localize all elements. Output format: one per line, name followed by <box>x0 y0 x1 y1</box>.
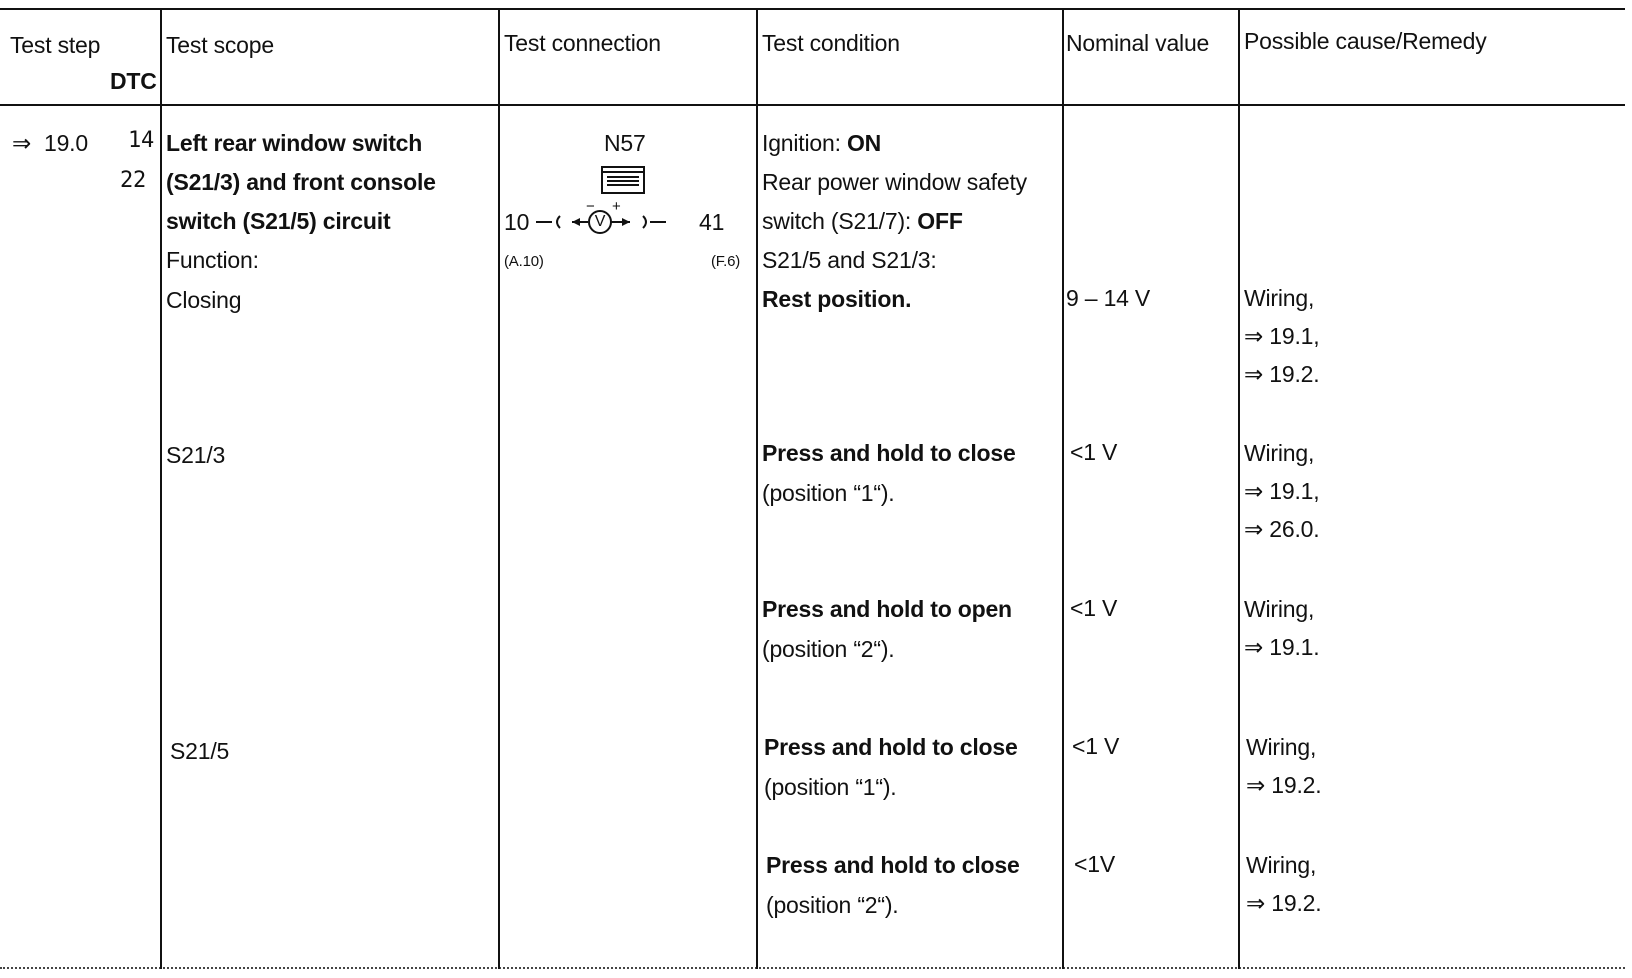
header-dtc: DTC <box>110 68 157 94</box>
column-divider-4 <box>1062 9 1064 969</box>
header-rule <box>0 104 1625 106</box>
condition-safety-line-1: Rear power window safety <box>762 169 1027 195</box>
remedy-rest-line-1: Wiring, <box>1244 285 1315 311</box>
remedy-rest-line-3: ⇒ 19.2. <box>1244 361 1320 387</box>
remedy-row3-line-1: Wiring, <box>1246 734 1317 760</box>
nominal-rest: 9 – 14 V <box>1066 285 1151 311</box>
step-arrow: ⇒ <box>12 130 32 156</box>
header-test-step: Test step <box>10 32 101 58</box>
scope-title-line-1: Left rear window switch <box>166 130 423 156</box>
remedy-row1-line-2: ⇒ 19.1, <box>1244 478 1320 504</box>
step-number: 19.0 <box>44 130 88 156</box>
remedy-row4-line-2: ⇒ 19.2. <box>1246 890 1322 916</box>
column-divider-3 <box>756 9 758 969</box>
meter-minus: − <box>586 198 595 215</box>
remedy-row1-line-3: ⇒ 26.0. <box>1244 516 1320 542</box>
ref-left: (A.10) <box>504 253 544 270</box>
meter-plus: + <box>612 198 621 215</box>
module-label: N57 <box>604 130 646 156</box>
bottom-rule <box>0 967 1625 969</box>
top-rule <box>0 8 1625 10</box>
scope-function-label: Function: <box>166 247 259 273</box>
scope-sub-s21-3: S21/3 <box>166 442 226 468</box>
nominal-row3: <1 V <box>1072 733 1120 759</box>
header-nominal-value: Nominal value <box>1066 30 1210 56</box>
header-test-condition: Test condition <box>762 30 900 56</box>
scope-title-line-3: switch (S21/5) circuit <box>166 208 391 234</box>
nominal-row4: <1V <box>1074 851 1115 877</box>
remedy-row2-line-1: Wiring, <box>1244 596 1315 622</box>
remedy-row1-line-1: Wiring, <box>1244 440 1315 466</box>
condition-row2-action: Press and hold to open <box>762 596 1012 622</box>
remedy-row3-line-2: ⇒ 19.2. <box>1246 772 1322 798</box>
condition-ignition: Ignition: ON <box>762 130 882 156</box>
condition-row1-position: (position “1“). <box>762 480 895 506</box>
nominal-row1: <1 V <box>1070 439 1118 465</box>
condition-row4-action: Press and hold to close <box>766 852 1020 878</box>
condition-rest: Rest position. <box>762 286 912 312</box>
remedy-rest-line-2: ⇒ 19.1, <box>1244 323 1320 349</box>
dtc-code-1: 14 <box>128 128 155 153</box>
column-divider-5 <box>1238 9 1240 969</box>
condition-row3-position: (position “1“). <box>764 774 897 800</box>
header-test-connection: Test connection <box>504 30 661 56</box>
scope-sub-s21-5: S21/5 <box>170 738 230 764</box>
condition-row4-position: (position “2“). <box>766 892 899 918</box>
scope-title-line-2: (S21/3) and front console <box>166 169 436 195</box>
pin-left: 10 <box>504 209 530 235</box>
condition-row3-action: Press and hold to close <box>764 734 1018 760</box>
remedy-row2-line-2: ⇒ 19.1. <box>1244 634 1320 660</box>
column-divider-1 <box>160 9 162 969</box>
dtc-code-2: 22 <box>120 168 147 193</box>
condition-safety-line-2: switch (S21/7): OFF <box>762 208 963 234</box>
control-module-icon <box>601 166 645 194</box>
header-remedy: Possible cause/Remedy <box>1244 28 1487 54</box>
ref-right: (F.6) <box>711 253 741 270</box>
condition-switches: S21/5 and S21/3: <box>762 247 937 273</box>
pin-right: 41 <box>699 209 725 235</box>
condition-row2-position: (position “2“). <box>762 636 895 662</box>
condition-row1-action: Press and hold to close <box>762 440 1016 466</box>
scope-function-value: Closing <box>166 287 242 313</box>
nominal-row2: <1 V <box>1070 595 1118 621</box>
meter-symbol: V <box>594 213 606 230</box>
column-divider-2 <box>498 9 500 969</box>
remedy-row4-line-1: Wiring, <box>1246 852 1317 878</box>
header-test-scope: Test scope <box>166 32 274 58</box>
